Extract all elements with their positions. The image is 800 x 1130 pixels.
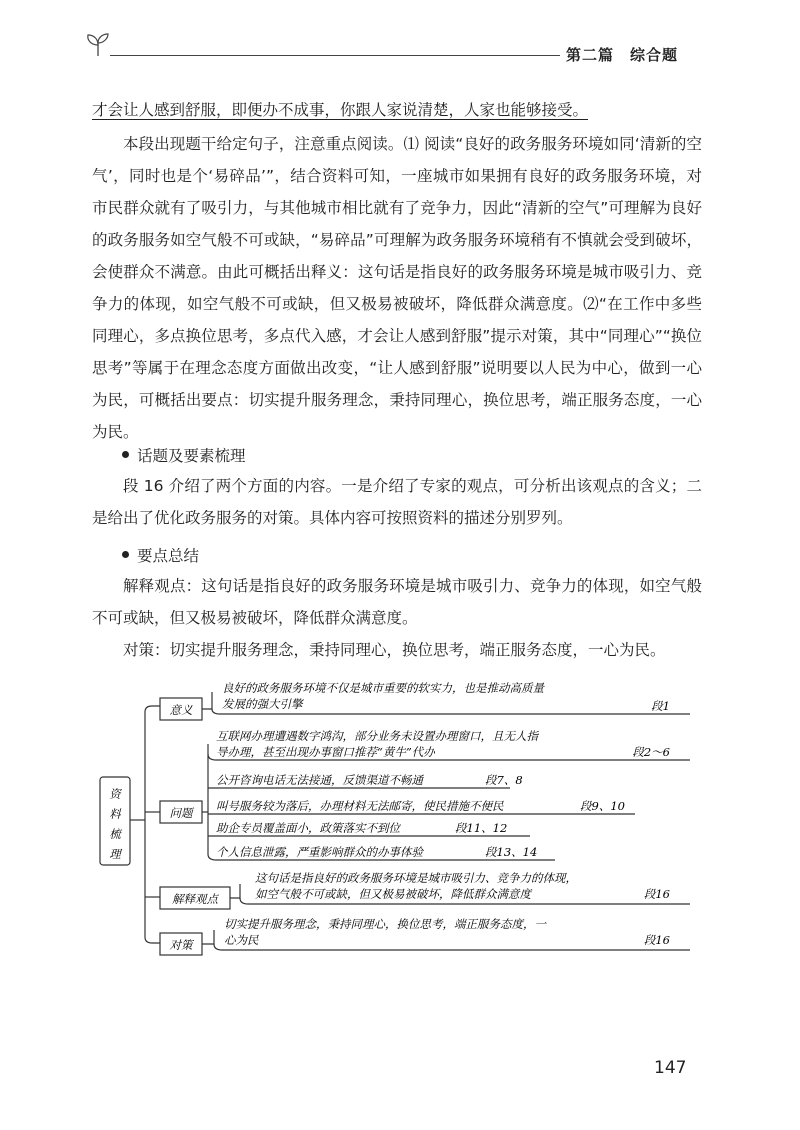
topics-paragraph: 段 16 介绍了两个方面的内容。一是介绍了专家的观点，可分析出该观点的含义；二是给出了优化政务服务的对策。具体内容可按照资料的描述分别罗列。 <box>92 477 702 527</box>
root-char-1: 资 <box>109 787 121 801</box>
bullet-dot-icon <box>122 451 129 458</box>
duice-ref: 段16 <box>643 933 670 947</box>
wenti-item-3: 叫号服务较为落后，办理材料无法邮寄，使民措施不便民 <box>216 799 504 813</box>
explanation-paragraph: 解释观点：这句话是指良好的政务服务环境是城市吸引力、竞争力的体现，如空气般不可或缺，但又极易被破坏，降低群众满意度。 <box>92 577 702 627</box>
wenti-item-5: 个人信息泄露，严重影响群众的办事体验 <box>216 845 423 859</box>
wenti-item-3-ref: 段9、10 <box>580 799 625 813</box>
yiyi-text-1: 良好的政务服务环境不仅是城市重要的软实力，也是推动高质量 <box>222 681 544 695</box>
yiyi-text-2: 发展的强大引擎 <box>222 697 303 711</box>
bullet-heading-summary: 要点总结 <box>122 544 199 566</box>
wenti-item-2-ref: 段7、8 <box>485 773 523 787</box>
jieshi-text-2: 如空气般不可或缺，但又极易被破坏，降低群众满意度 <box>255 887 531 901</box>
root-char-3: 梳 <box>109 827 121 841</box>
wenti-item-1-line1: 互联网办理遭遇数字鸿沟，部分业务未设置办理窗口，且无人指 <box>216 729 538 743</box>
countermeasure-paragraph: 对策：切实提升服务理念，秉持同理心，换位思考，端正服务态度，一心为民。 <box>123 641 666 659</box>
duice-text-1: 切实提升服务理念，秉持同理心，换位思考，端正服务态度，一 <box>224 917 546 931</box>
page-number: 147 <box>654 1058 687 1078</box>
analysis-paragraph: 本段出现题干给定句子，注意重点阅读。⑴ 阅读“良好的政务服务环境如同‘清新的空气’，同时也是个‘易碎品’”，结合资料可知，一座城市如果拥有良好的政务服务环境，对市民群众就有了吸引力，与其他城市相比就有了竞争力，因此“清新的空气”可理解为良好的政务服务如空气般不可或缺，“易碎品”可理解为政务服务环境稍有不慎就会受到破坏，会使群众不满意。由此可概括出释义：这句话是指良好的政务服务环境是城市吸引力、竞争力的体现，如空气般不可或缺，但又极易被破坏，降低群众满意度。⑵“在工作中多些同理心，多点换位思考，多点代入感，才会让人感到舒服”提示对策，其中“同理心”“换位思考”等属于在理念态度方面做出改变，“让人感到舒服”说明要以人民为中心，做到一心为民，可概括出要点：切实提升服务理念，秉持同理心，换位思考，端正服务态度，一心为民。 <box>92 135 702 441</box>
wenti-item-5-ref: 段13、14 <box>485 845 538 859</box>
root-char-4: 理 <box>109 847 121 861</box>
chapter-label: 第二篇 <box>566 46 615 64</box>
sprout-icon <box>84 30 112 58</box>
bullet-heading-topics: 话题及要素梳理 <box>122 444 246 466</box>
wenti-item-4: 助企专员覆盖面小，政策落实不到位 <box>216 821 400 835</box>
material-mindmap <box>90 672 710 972</box>
yiyi-label: 意义 <box>169 703 193 717</box>
jieshi-text-1: 这句话是指良好的政务服务环境是城市吸引力、竞争力的体现， <box>255 871 577 885</box>
jieshi-label: 解释观点 <box>172 892 218 906</box>
duice-text-2: 心为民 <box>224 933 259 947</box>
bullet-dot-icon <box>122 551 129 558</box>
continuation-line: 才会让人感到舒服，即便办不成事，你跟人家说清楚，人家也能够接受。 <box>92 101 589 119</box>
wenti-label: 问题 <box>169 806 193 820</box>
wenti-item-2: 公开咨询电话无法接通，反馈渠道不畅通 <box>216 773 423 787</box>
root-char-2: 料 <box>109 807 121 821</box>
section-label: 综合题 <box>630 46 679 64</box>
running-header <box>566 44 694 65</box>
wenti-item-1-ref: 段2～6 <box>632 745 670 759</box>
wenti-item-4-ref: 段11、12 <box>455 821 508 835</box>
wenti-item-1-line2: 导办理，甚至出现办事窗口推荐“黄牛”代办 <box>216 745 435 759</box>
yiyi-ref: 段1 <box>651 699 670 713</box>
duice-label: 对策 <box>169 938 193 952</box>
header-divider <box>110 55 560 56</box>
jieshi-ref: 段16 <box>643 887 670 901</box>
